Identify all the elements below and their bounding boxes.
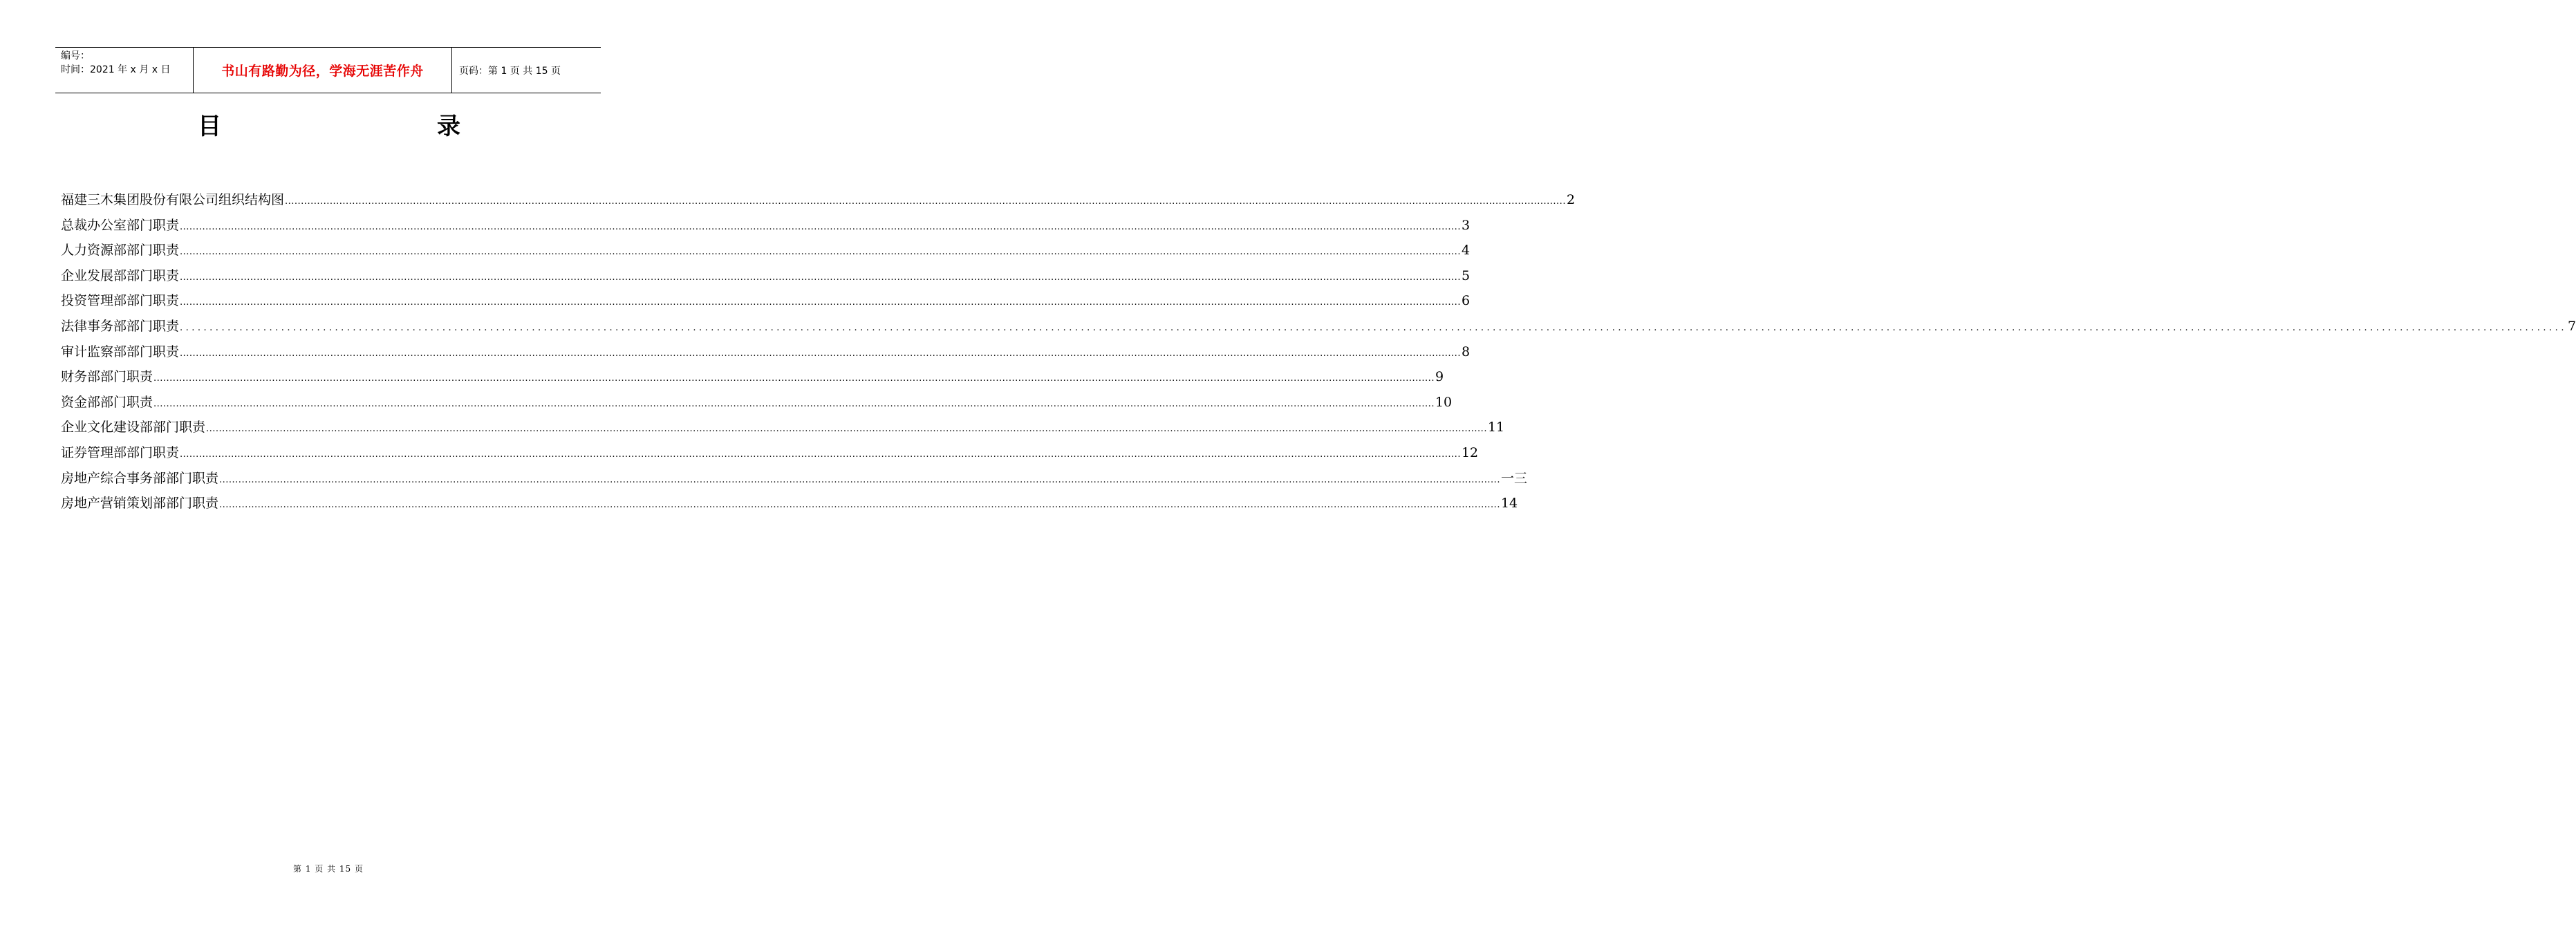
page-title-char-1: 目 bbox=[198, 113, 221, 140]
toc-entry-label: 资金部部门职责 bbox=[61, 394, 153, 410]
header-motto: 书山有路勤为径，学海无涯苦作舟 bbox=[221, 64, 424, 79]
header-motto-cell bbox=[194, 48, 452, 93]
toc-entry-label: 福建三木集团股份有限公司组织结构图 bbox=[61, 192, 285, 207]
toc-entry-label: 投资管理部部门职责 bbox=[61, 293, 180, 309]
header-meta bbox=[55, 48, 194, 93]
toc-entry-label: 企业文化建设部部门职责 bbox=[61, 420, 206, 435]
toc-leader-dots: ................................................................................................................................................................................................................................................................................................................................................................................................................ bbox=[180, 297, 1461, 308]
toc-entry-page-number: 一三 bbox=[1500, 470, 1527, 486]
document-date-label: 时间：2021 年 x 月 x 日 bbox=[61, 64, 171, 75]
toc-entry-page-number: 11 bbox=[1487, 420, 1505, 435]
toc-leader-dots: ................................................................................................................................................................................................................................................................................................................................................................................................................ bbox=[285, 196, 1566, 207]
footer-page-label: 第 1 页 共 15 页 bbox=[293, 864, 364, 874]
toc-entry[interactable] bbox=[61, 366, 1444, 392]
toc-leader-dots: ................................................................................................................................................................................................................................................................................................................................................................................................................ bbox=[219, 500, 1500, 511]
toc-entry-page-number: 3 bbox=[1461, 217, 1471, 233]
toc-leader-dots: ................................................................................................................................................................................................................................................................................................................................................................................................................ bbox=[219, 474, 1500, 485]
toc-entry[interactable] bbox=[61, 215, 1471, 241]
toc-entry-label: 房地产综合事务部部门职责 bbox=[61, 470, 219, 486]
toc-entry-page-number: 6 bbox=[1461, 293, 1471, 309]
toc-entry[interactable] bbox=[61, 493, 1518, 518]
toc-entry-page-number: 9 bbox=[1435, 369, 1444, 385]
toc-entry[interactable] bbox=[61, 240, 1471, 265]
toc-leader-dots: ................................................................................................................................................................................................................................................................................................................................................................................................................ bbox=[180, 348, 1461, 359]
page-footer bbox=[0, 863, 657, 874]
page-title bbox=[0, 107, 657, 142]
toc-entry-label: 法律事务部部门职责 bbox=[61, 318, 180, 334]
toc-entry[interactable] bbox=[61, 417, 1505, 442]
toc-entry-label: 人力资源部部门职责 bbox=[61, 243, 180, 259]
document-number-label: 编号： bbox=[61, 50, 90, 62]
toc-leader-dots: ................................................................................................................................................................................................................................................................................................................................................................................................................ bbox=[180, 449, 1461, 460]
toc-entry-page-number: 7 bbox=[2567, 318, 2576, 334]
toc-leader-dots: ................................................................................................................................................................................................................................................................................................................................................................................................................ bbox=[153, 398, 1435, 409]
toc-entry-page-number: 14 bbox=[1500, 496, 1518, 512]
header-page-cell bbox=[452, 48, 601, 93]
toc-entry-label: 审计监察部部门职责 bbox=[61, 344, 180, 359]
page-header bbox=[55, 47, 601, 93]
toc-entry[interactable] bbox=[61, 189, 1576, 215]
toc-entry-page-number: 8 bbox=[1461, 344, 1471, 359]
toc-entry-page-number: 2 bbox=[1566, 192, 1576, 207]
toc-entry-label: 财务部部门职责 bbox=[61, 369, 153, 385]
toc-entry-page-number: 4 bbox=[1461, 243, 1471, 259]
toc-entry-label: 企业发展部部门职责 bbox=[61, 268, 180, 283]
page-title-char-2: 录 bbox=[437, 113, 460, 140]
toc-leader-dots: ................................................................................................................................................................................................................................................................................................................................................................................................................ bbox=[206, 424, 1487, 435]
toc-leader-dots: ................................................................................................................................................................................................................................................................................................................................................................................................................ bbox=[180, 247, 1461, 258]
toc-entry[interactable] bbox=[61, 392, 1453, 417]
toc-entry[interactable] bbox=[61, 341, 1471, 367]
toc-entry-label: 证券管理部部门职责 bbox=[61, 444, 180, 460]
toc-entry[interactable] bbox=[61, 316, 2576, 341]
toc-entry-page-number: 5 bbox=[1461, 268, 1471, 283]
toc-leader-dots: ................................................................................................................................................................................................................................................................................................................................................................................................................ bbox=[180, 272, 1461, 283]
toc-entry[interactable] bbox=[61, 265, 1471, 291]
toc-leader-dots: ................................................................................................................................................................................................................................................................................................................................................................................................................ bbox=[180, 221, 1461, 232]
toc-entry-page-number: 12 bbox=[1461, 444, 1479, 460]
header-page-label: 页码：第 1 页 共 15 页 bbox=[459, 65, 561, 77]
table-of-contents bbox=[61, 189, 2576, 518]
toc-entry[interactable] bbox=[61, 442, 1479, 468]
toc-entry-page-number: 10 bbox=[1435, 394, 1453, 410]
toc-leader-dots: ................................................................................................................................................................................................................................................................................................................................................................................................................ bbox=[153, 373, 1435, 384]
toc-entry[interactable] bbox=[61, 290, 1471, 316]
toc-entry-label: 总裁办公室部门职责 bbox=[61, 217, 180, 233]
toc-leader-dots: ................................................................................................................................................................................................................................................................................................................................................................................................................ bbox=[180, 322, 2567, 333]
toc-entry[interactable] bbox=[61, 468, 1527, 494]
toc-entry-label: 房地产营销策划部部门职责 bbox=[61, 496, 219, 512]
